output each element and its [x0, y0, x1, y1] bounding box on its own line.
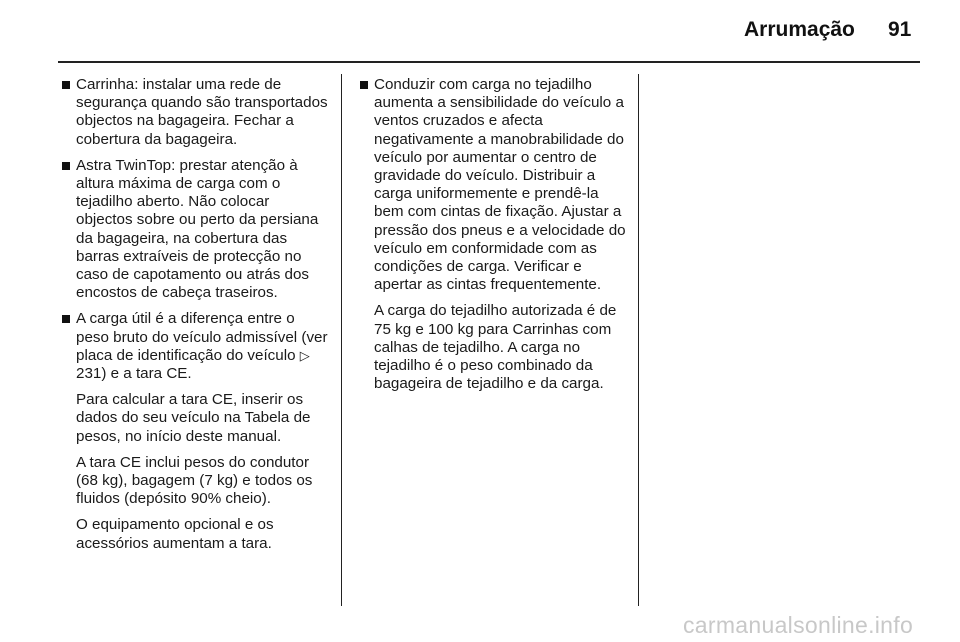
paragraph: A carga do tejadilho autorizada é de 75 kg e 100 kg para Carrinhas com calhas de tejadilho. A carga no tejadilho é o peso combinado da bagageira de tejadilho e da carga.: [374, 302, 617, 393]
middle-column: [360, 76, 630, 401]
page-title: Arrumação: [744, 18, 855, 41]
bullet-text-continued: 231) e a tara CE.: [76, 365, 192, 383]
bullet-square-icon: [62, 315, 70, 323]
header-divider: [58, 61, 920, 63]
bullet-text: Conduzir com carga no tejadilho aumenta a sensibilidade do veículo a ventos cruzados e afecta negativamente a manobrabilidade do veículo por aumentar o centro de gravidade do veículo. Distribuir a carga uniformemente e prendê-la bem com cintas de fixação. Ajustar a pressão dos pneus e a velocidade do veículo em conformidade com as condições de carga. Verificar e apertar as cintas frequentemente.: [374, 76, 626, 294]
column-divider-left: [341, 74, 342, 606]
page-number: 91: [888, 18, 912, 41]
page-reference-icon[interactable]: ▷: [299, 347, 310, 363]
paragraph: O equipamento opcional e os acessórios aumentam a tara.: [76, 516, 274, 552]
bullet-square-icon: [360, 81, 368, 89]
bullet-text: Carrinha: instalar uma rede de segurança quando são transportados objectos na bagageira. Fechar a cobertura da bagageira.: [76, 76, 328, 148]
left-column: [62, 76, 328, 561]
bullet-item: [62, 310, 328, 383]
bullet-item: [62, 76, 328, 149]
paragraph: Para calcular a tara CE, inserir os dados do seu veículo na Tabela de pesos, no início deste manual.: [76, 391, 311, 445]
paragraph: A tara CE inclui pesos do condutor (68 kg), bagagem (7 kg) e todos os fluidos (depósito 90% cheio).: [76, 453, 313, 508]
bullet-square-icon: [62, 162, 70, 170]
bullet-text: A carga útil é a diferença entre o peso bruto do veículo admissível (ver placa de identificação do veículo: [76, 310, 328, 364]
watermark: carmanualsonline.info: [683, 612, 914, 638]
bullet-item: [360, 76, 630, 294]
column-divider-right: [638, 74, 639, 606]
bullet-text: Astra TwinTop: prestar atenção à altura máxima de carga com o tejadilho aberto. Não colocar objectos sobre ou perto da persiana da bagageira, na cobertura das barras extraíveis de protecção no caso de capotamento ou atrás dos encostos de cabeça traseiros.: [76, 156, 319, 302]
bullet-item: [62, 157, 328, 303]
bullet-square-icon: [62, 81, 70, 89]
